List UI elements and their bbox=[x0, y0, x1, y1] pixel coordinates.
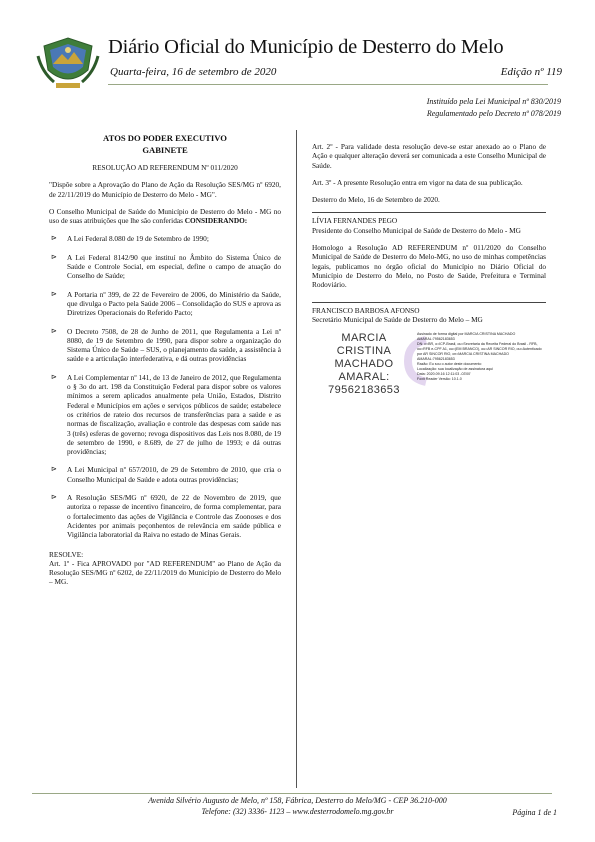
signature-details bbox=[417, 332, 547, 382]
place-and-date: Desterro do Melo, 16 de Setembro de 2020. bbox=[312, 195, 440, 205]
signer-line: 79562183653 bbox=[328, 384, 400, 397]
considerando-item bbox=[49, 290, 281, 318]
legal-basis-law: Instituído pela Lei Municipal nº 830/2019 bbox=[426, 97, 561, 106]
column-divider bbox=[296, 130, 297, 788]
journal-title: Diário Oficial do Município de Desterro do Melo bbox=[108, 36, 504, 58]
considerando-item bbox=[49, 234, 281, 243]
edition-number: Edição nº 119 bbox=[500, 66, 562, 78]
signature-detail-line: Data: 2020.09.16 12:11:03 -03'00' bbox=[417, 372, 471, 377]
arrow-bullet-icon: ⊳ bbox=[51, 234, 57, 243]
right-column bbox=[312, 142, 546, 397]
footer-address: Avenida Silvério Augusto de Melo, nº 158, Fábrica, Desterro do Melo/MG - CEP 36.210-000 bbox=[148, 796, 447, 805]
publication-date: Quarta-feira, 16 de setembro de 2020 bbox=[110, 66, 277, 78]
considerando-text: A Lei Federal 8.080 de 19 de Setembro de 1990; bbox=[67, 234, 209, 244]
signature-line bbox=[312, 302, 546, 303]
signer-line: MARCIA CRISTINA bbox=[336, 332, 392, 358]
arrow-bullet-icon: ⊳ bbox=[51, 252, 57, 261]
arrow-bullet-icon: ⊳ bbox=[51, 493, 57, 502]
article-3: Art. 3º - A presente Resolução entra em vigor na data de sua publicação. bbox=[312, 177, 523, 187]
resolution-title: RESOLUÇÃO AD REFERENDUM Nº 011/2020 bbox=[92, 163, 238, 172]
considerando-text: A Lei Municipal nº 657/2010, de 29 de Setembro de 2010, que cria o Conselho Municipal de Saúde e adota outras providências; bbox=[67, 465, 281, 484]
footer-contact: Telefone: (32) 3336- 1123 – www.desterrodomelo.mg.gov.br bbox=[201, 807, 394, 816]
signer-1-name: LÍVIA FERNANDES PEGO bbox=[312, 216, 398, 226]
considerando-text: A Resolução SES/MG nº 6920, de 22 de Novembro de 2019, que autoriza o repasse de incentivo financeiro, de forma complementar, para o fortalecimento das ações de Vigilância e Controle das Zoonoses e dos Acidentes por animais peçonhentos de relevância em saúde pública e Vigilância laboratorial da Raiva no estado de Minas Gerais. bbox=[67, 493, 281, 540]
considerando-label: CONSIDERANDO: bbox=[184, 216, 248, 226]
legal-basis bbox=[427, 96, 561, 120]
considerando-text: A Lei Federal 8142/90 que instituí no Âmbito do Sistema Único de Saúde e Controle Social, em especial, define o campo de atuação do Conselho de Saúde; bbox=[67, 252, 281, 281]
signature-detail-line: Razão: Eu sou o autor deste documento bbox=[417, 362, 482, 367]
section-heading bbox=[49, 132, 281, 156]
section-title: ATOS DO PODER EXECUTIVO bbox=[103, 133, 227, 143]
signature-detail-line: Foxit Reader Versão: 10.1.0 bbox=[417, 377, 462, 382]
considerando-text: A Lei Complementar nº 141, de 13 de Janeiro de 2012, que Regulamenta o § 3o do art. 198 da Constituição Federal para dispor sobre os valores mínimos a serem aplicados anualmente pela União, Estados, Distrito Federal e Municípios em ações e serviços públicos de saúde; estabelece os critérios de rateio dos recursos de transferências para a saúde e as normas de fiscalização, avaliação e controle das despesas com saúde nas 3 (três) esferas de governo; revoga dispositivos das Leis nos 8.080, de 19 de setembro de 1990, e 8.689, de 27 de julho de 1993; e dá outras providências; bbox=[67, 372, 281, 457]
digital-signature[interactable] bbox=[312, 332, 546, 397]
signer-2-role: Secretário Municipal de Saúde de Desterro do Melo – MG bbox=[312, 314, 483, 324]
signature-line bbox=[312, 212, 546, 213]
considerando-item bbox=[49, 373, 281, 457]
arrow-bullet-icon: ⊳ bbox=[51, 289, 57, 298]
left-column bbox=[49, 132, 281, 587]
intro-text: O Conselho Municipal de Saúde do Município de Desterro do Melo - MG no uso de suas atribuições que lhe são conferidas bbox=[49, 206, 281, 226]
arrow-bullet-icon: ⊳ bbox=[51, 465, 57, 474]
legal-basis-decree: Regulamentado pelo Decreto nº 078/2019 bbox=[426, 109, 561, 118]
digital-signer-name bbox=[314, 332, 414, 397]
signature-detail-line: Assinado de forma digital por MARCIA CRISTINA MACHADO AMARAL:79562183653 bbox=[417, 332, 516, 342]
considerando-item bbox=[49, 465, 281, 484]
signer-2-name: FRANCISCO BARBOSA AFONSO bbox=[312, 305, 420, 315]
signer-1-role: Presidente do Conselho Municipal de Saúde de Desterro do Melo - MG bbox=[312, 225, 521, 235]
signature-detail-line: Localização: sua localização de assinatura aqui bbox=[417, 367, 493, 372]
arrow-bullet-icon: ⊳ bbox=[51, 326, 57, 335]
signer-line: MACHADO bbox=[334, 358, 394, 371]
section-subtitle: GABINETE bbox=[142, 145, 188, 155]
resolution-summary: "Dispõe sobre a Aprovação do Plano de Ação da Resolução SES/MG nº 6920, de 22/11/2019 do Município de Desterro do Melo - MG". bbox=[49, 180, 281, 199]
masthead bbox=[32, 30, 562, 90]
article-1: Art. 1º - Fica APROVADO por "AD REFERENDUM" ao Plano de Ação da Resolução SES/MG nº 6202, de 22/11/2019 do Município de Desterro do Melo – MG. bbox=[49, 558, 281, 587]
considerando-item bbox=[49, 253, 281, 281]
resolution-intro bbox=[49, 207, 281, 226]
arrow-bullet-icon: ⊳ bbox=[51, 372, 57, 381]
coat-of-arms-icon bbox=[36, 36, 100, 92]
article-2: Art. 2º - Para validade desta resolução deve-se estar anexado ao o Plano de Ação e qualquer alteração deverá ser comunicada a este Conselho Municipal de Saúde. bbox=[312, 142, 546, 170]
considerando-item bbox=[49, 493, 281, 539]
homologation-text: Homologo a Resolução AD REFERENDUM nº 011/2020 do Conselho Municipal de Saúde de Desterro do Melo-MG, no uso de minhas competências legais, publicamos no órgão oficial do Município no Diário Oficial do Município de Desterro do Melo, no Posto de Saúde, Prefeitura e Terminal Rodoviário. bbox=[312, 243, 546, 290]
considerando-item bbox=[49, 327, 281, 364]
signer-line: AMARAL: bbox=[338, 371, 390, 384]
signature-detail-line: DN: c=BR, o=ICP-Brasil, ou=Secretaria da Receita Federal do Brasil - RFB, ou=RFB e-CPF A1, ou=(EM BRANCO), ou=AR SINCOR RIO, ou=Autenticado por AR SINCOR RIO, cn=MARCIA CRISTINA MACHADO AMARAL:79562183653 bbox=[417, 342, 542, 362]
header-rule bbox=[108, 84, 548, 85]
considerando-text: A Portaria nº 399, de 22 de Fevereiro de 2006, do Ministério da Saúde, que divulga o Pacto pela Saúde 2006 – Consolidação do SUS e aprova as Diretrizes Operacionais do Referido Pacto; bbox=[67, 289, 281, 318]
page-number: Página 1 de 1 bbox=[512, 808, 557, 817]
resolve-label: RESOLVE: bbox=[49, 549, 84, 559]
considerando-text: O Decreto 7508, de 28 de Junho de 2011, que Regulamenta a Lei nº 8080, de 19 de Setembro de 1990, para dispor sobre a organização do Sistema Único de Saúde – SUS, o planejamento da saúde, a assistência à saúde e a articulação interfederativa, e dá outras providências bbox=[67, 326, 281, 364]
footer-rule bbox=[32, 793, 552, 794]
